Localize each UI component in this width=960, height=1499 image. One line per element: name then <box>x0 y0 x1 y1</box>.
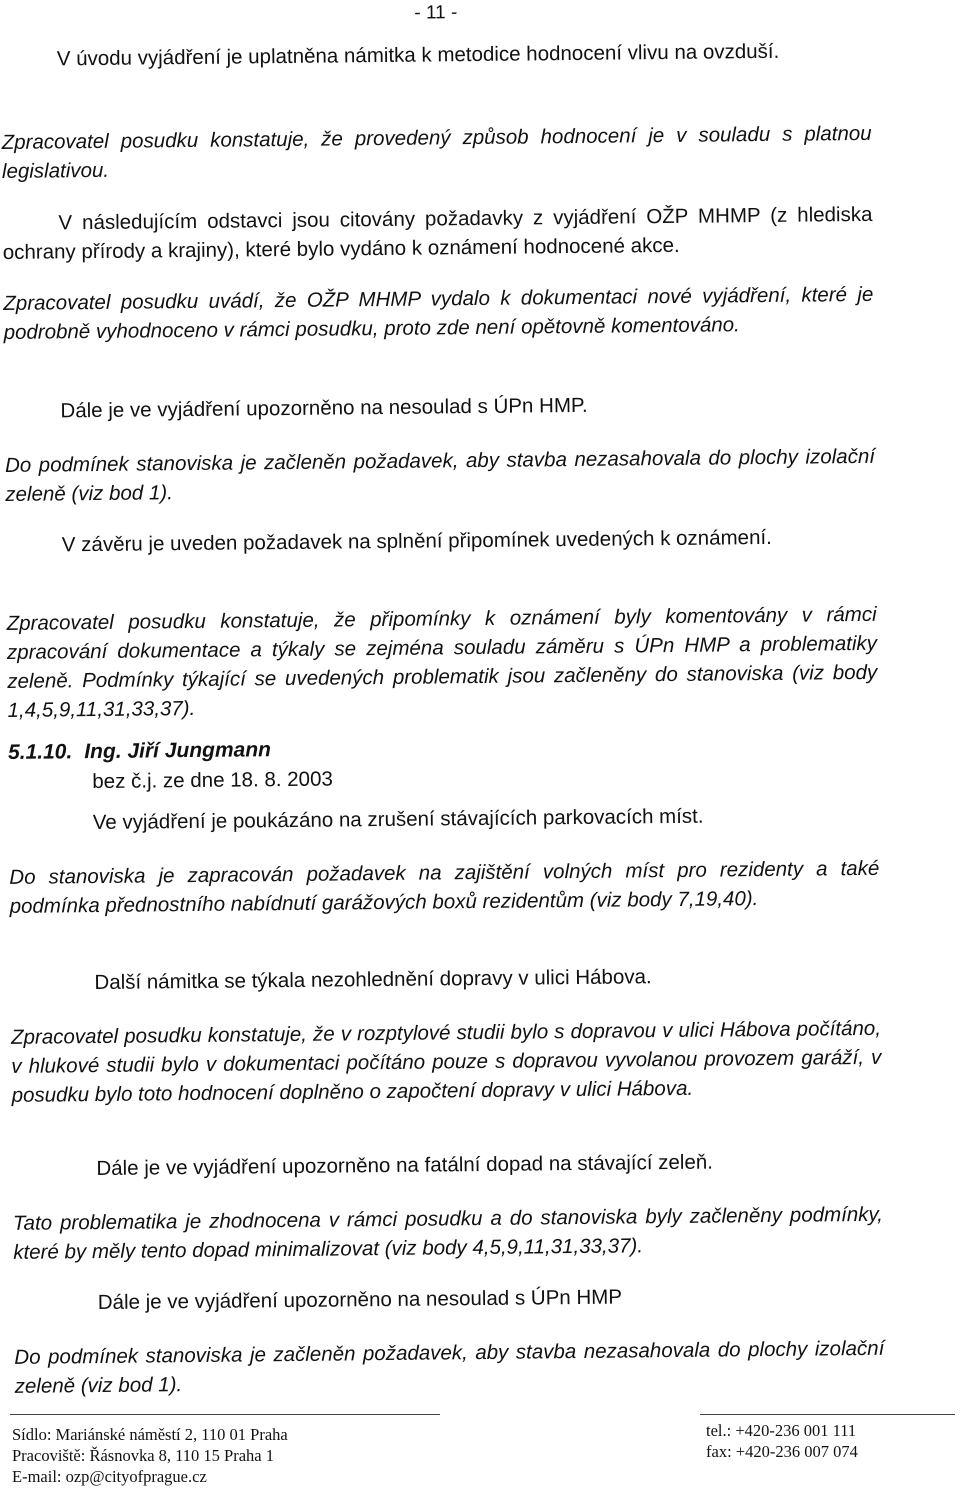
footer-telephone: tel.: +420-236 001 111 <box>706 1421 857 1440</box>
page-footer <box>0 1410 960 1494</box>
paragraph-conclusion-requirement: V závěru je uveden požadavek na splnění připomínek uvedených k oznámení. <box>61 525 772 557</box>
paragraph-response-green-impact: Tato problematika je zhodnocena v rámci posudku a do stanoviska byly začleněny podmínky, které by měly tento dopad minimalizovat (viz body 4,5,9,11,31,33,37). <box>12 1202 884 1264</box>
section-meta: bez č.j. ze dne 18. 8. 2003 <box>92 767 333 794</box>
page-number: - 11 - <box>414 2 458 24</box>
paragraph-ozp-requirements: V následujícím odstavci jsou citovány požadavky z vyjádření OŽP MHMP (z hlediska ochrany přírody a krajiny), které bylo vydáno k oznámení hodnocené akce. <box>2 202 873 264</box>
paragraph-upn-conflict: Dále je ve vyjádření upozorněno na nesoulad s ÚPn HMP. <box>60 393 588 423</box>
section-author: Ing. Jiří Jungmann <box>84 738 272 764</box>
paragraph-response-habova: Zpracovatel posudku konstatuje, že v rozptylové studii bylo s dopravou v ulici Hábova počítáno, v hlukové studii bylo v dokumentaci počítáno pouze s dopravou vyvolanou provozem garáží, v posudku bylo toto hodnocení doplněno o započtení dopravy v ulici Hábova. <box>10 1016 882 1107</box>
footer-address-block <box>12 1424 288 1487</box>
footer-fax: fax: +420-236 007 074 <box>706 1442 858 1461</box>
paragraph-response-residents: Do stanoviska je zapracován požadavek na zajištění volných míst pro rezidenty a také podmínka přednostního nabídnutí garážových boxů rezidentům (viz body 7,19,40). <box>9 856 880 918</box>
paragraph-response-legislation: Zpracovatel posudku konstatuje, že provedený způsob hodnocení je v souladu s platnou legislativou. <box>1 121 872 183</box>
paragraph-habova-traffic: Další námitka se týkala nezohlednění dopravy v ulici Hábova. <box>94 965 652 995</box>
paragraph-response-ozp: Zpracovatel posudku uvádí, že OŽP MHMP vydalo k dokumentaci nové vyjádření, které je podrobně vyhodnoceno v rámci posudku, proto zde není opětovně komentováno. <box>3 282 874 344</box>
section-heading <box>8 738 283 765</box>
paragraph-response-isolation-green: Do podmínek stanoviska je začleněn požadavek, aby stavba nezasahovala do plochy izolační zeleně (viz bod 1). <box>4 444 876 506</box>
paragraph-upn-conflict-2: Dále je ve vyjádření upozorněno na nesoulad s ÚPn HMP <box>97 1285 623 1315</box>
footer-email: E-mail: ozp@cityofprague.cz <box>12 1467 207 1486</box>
footer-divider-right <box>700 1414 955 1415</box>
footer-workplace: Pracoviště: Řásnovka 8, 110 15 Praha 1 <box>12 1446 274 1465</box>
footer-divider-left <box>10 1414 440 1415</box>
paragraph-response-isolation-green-2: Do podmínek stanoviska je začleněn požadavek, aby stavba nezasahovala do plochy izolační zeleně (viz bod 1). <box>14 1336 885 1398</box>
footer-contact-block <box>706 1420 858 1462</box>
paragraph-green-impact: Dále je ve vyjádření upozorněno na fatální dopad na stávající zeleň. <box>96 1150 714 1181</box>
paragraph-intro-objection: V úvodu vyjádření je uplatněna námitka k metodice hodnocení vlivu na ovzduší. <box>56 39 780 71</box>
paragraph-parking-removal: Ve vyjádření je poukázáno na zrušení stávajících parkovacích míst. <box>92 804 704 835</box>
footer-address: Sídlo: Mariánské náměstí 2, 110 01 Praha <box>12 1425 288 1444</box>
section-number: 5.1.10. <box>7 740 73 764</box>
paragraph-response-comments: Zpracovatel posudku konstatuje, že připomínky k oznámení byly komentovány v rámci zpracování dokumentace a týkaly se zejména souladu záměru s ÚPn HMP a problematiky zeleně. Podmínky týkající se uvedených problematik jsou začleněny do stanoviska (viz body 1,4,5,9,11,31,33,37). <box>6 602 878 722</box>
